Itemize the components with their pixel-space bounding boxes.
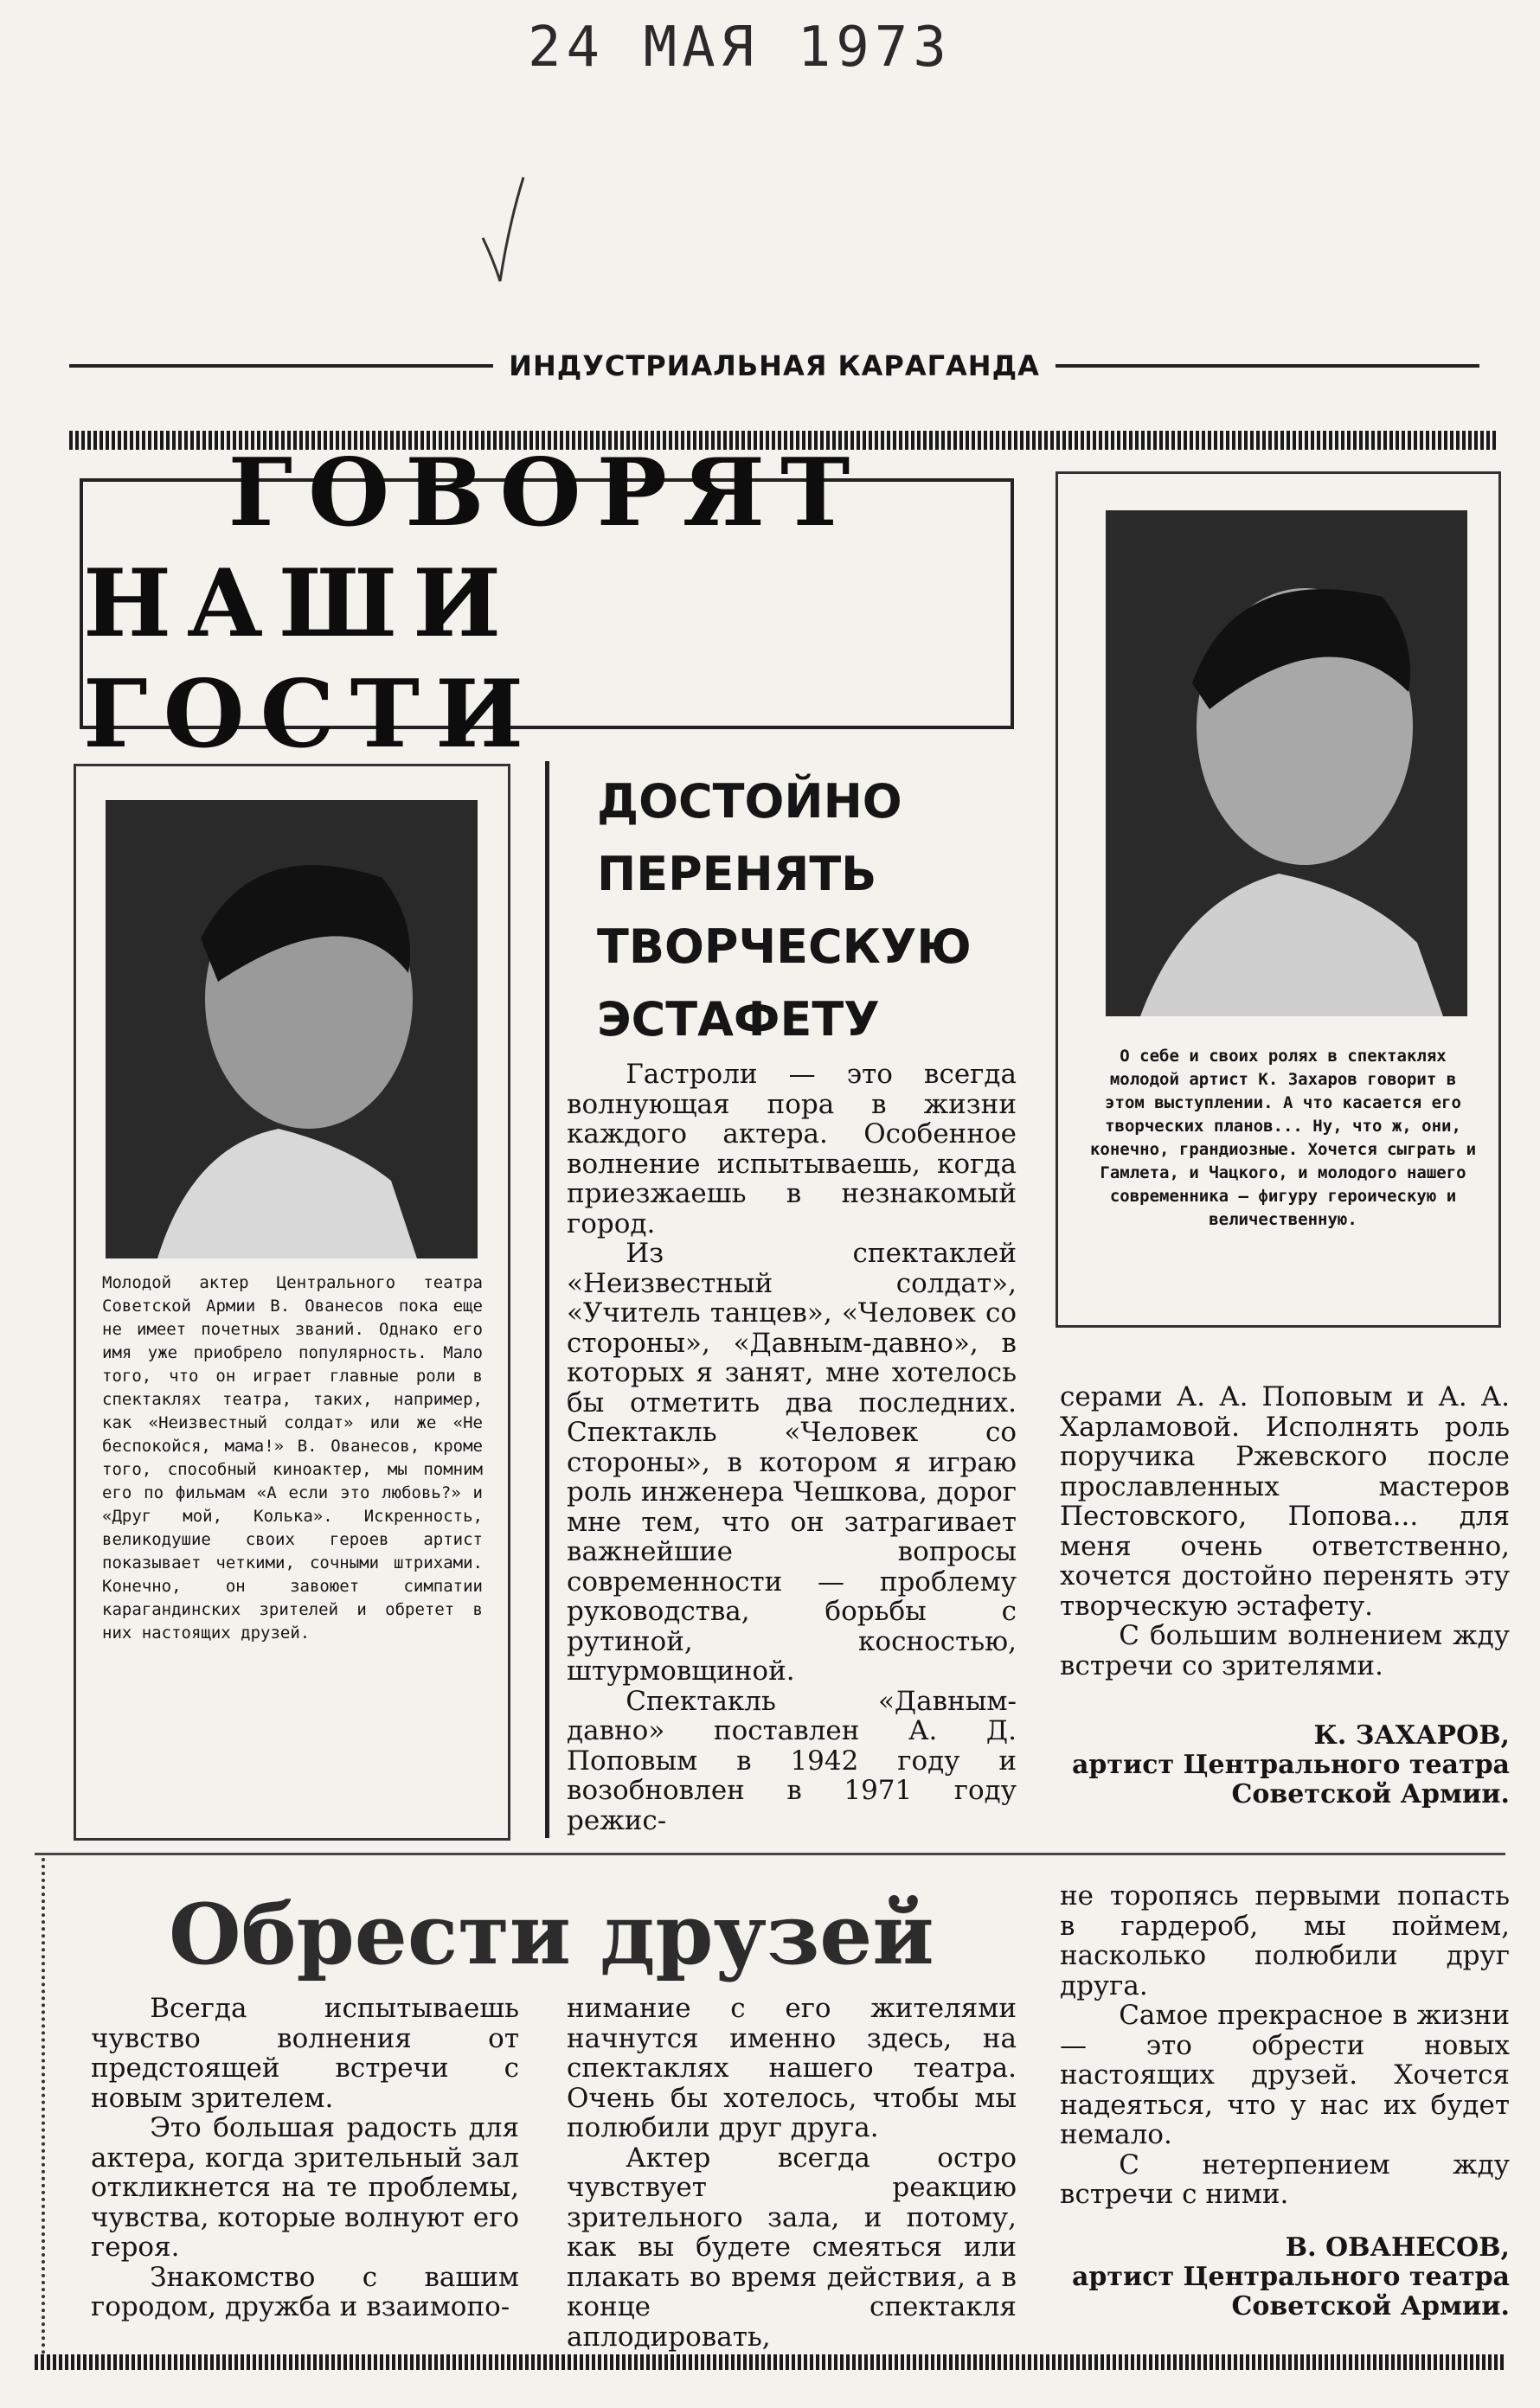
portrait-photo-ovanesov — [106, 800, 478, 1258]
paragraph: С нетерпением жду встречи с ними. — [1060, 2149, 1510, 2210]
headline-line: ПЕРЕНЯТЬ — [597, 847, 877, 901]
signature-name: В. ОВАНЕСОВ, — [1285, 2232, 1510, 2263]
article-column — [1060, 1881, 1510, 2210]
paragraph: не торопясь первыми попасть в гардероб, мы поймем, насколько полюбили друг друга. — [1060, 1880, 1510, 2001]
signature-name: К. ЗАХАРОВ, — [1313, 1720, 1510, 1751]
date-stamp: 24 МАЯ 1973 — [528, 16, 952, 80]
article-headline-estafeta — [597, 765, 1004, 1056]
article-column — [567, 1994, 1017, 2352]
paragraph: Актер всегда остро чувствует реакцию зрительного зала, и потому, как вы будете смеяться или плакать во время действия, а в конце спектакля аплодировать, — [567, 2142, 1017, 2353]
signature-ovanesov — [1060, 2233, 1510, 2322]
section-divider — [35, 1853, 1505, 1855]
newspaper-masthead — [69, 344, 1479, 387]
headline-line: ДОСТОЙНО — [597, 774, 902, 829]
hatched-divider-bottom — [35, 2354, 1505, 2370]
photo-caption-zakharov: О себе и своих ролях в спектаклях молодой артист К. Захаров говорит в этом выступлении. А что касается его творческих планов... Ну, что ж, они, конечно, грандиозные. Хочется сыграть и Гамлета, и Чацкого, и молодого нашего современника — фигуру героическую и величественную. — [1089, 1047, 1477, 1229]
paragraph: Из спектаклей «Неизвестный солдат», «Учитель танцев», «Человек со стороны», «Давным-давно», в которых я занят, мне хотелось бы отметить два последних. Спектакль «Человек со стороны», в котором я играю роль инженера Чешкова, дорог мне тем, что он затрагивает важнейшие вопросы современности — проблему руководства, борьбы с рутиной, косностью, штурмовщиной. — [567, 1238, 1017, 1687]
article-column — [567, 1060, 1017, 1835]
article-column — [91, 1994, 519, 2322]
paragraph: Это большая радость для актера, когда зрительный зал откликнется на те проблемы, чувства, которые волнуют его героя. — [91, 2112, 519, 2263]
headline-line: ТВОРЧЕСКУЮ — [597, 919, 972, 974]
article-column — [1060, 1382, 1510, 1681]
paragraph: нимание с его жителями начнутся именно здесь, на спектаклях нашего театра. Очень бы хотелось, чтобы мы полюбили друг друга. — [567, 1993, 1017, 2143]
signature-title: артист Центрального театра Советской Армии. — [1071, 1750, 1510, 1809]
dotted-border — [42, 1858, 46, 2368]
newspaper-name: ИНДУСТРИАЛЬНАЯ КАРАГАНДА — [509, 349, 1040, 382]
paragraph: Гастроли — это всегда волнующая пора в жизни каждого актера. Особенное волнение испытываешь, когда приезжаешь в незнакомый город. — [567, 1059, 1017, 1239]
paragraph: серами А. А. Поповым и А. А. Харламовой. Исполнять роль поручика Ржевского после прославленных мастеров Пестовского, Попова... для меня очень ответственно, хочется достойно перенять эту творческую эстафету. — [1060, 1381, 1510, 1622]
signature-zakharov — [1060, 1721, 1510, 1809]
photo-caption-ovanesov: Молодой актер Центрального театра Советской Армии В. Ованесов пока еще не имеет почетных званий. Однако его имя уже приобрело популярность. Мало того, что он играет главные роли в спектаклях театра, таких, например, как «Неизвестный солдат» или же «Не беспокойся, мама!» В. Ованесов, кроме того, способный киноактер, мы помним его по фильмам «А если это любовь?» и «Друг мой, Колька». Искренность, великодушие своих героев артист показывает четкими, сочными штрихами. Конечно, он завоюет симпатии карагандинских зрителей и обретет в них настоящих друзей. — [102, 1273, 483, 1643]
paragraph: Спектакль «Давным-давно» поставлен А. Д. Поповым в 1942 году и возобновлен в 1971 году режис- — [567, 1685, 1017, 1836]
signature-title: артист Центрального театра Советской Армии. — [1071, 2262, 1510, 2322]
portrait-photo-zakharov — [1106, 510, 1467, 1016]
check-mark-icon — [476, 173, 528, 285]
paragraph: Знакомство с вашим городом, дружба и взаимопо- — [91, 2261, 519, 2322]
article-headline-druzey: Обрести друзей — [169, 1886, 934, 1983]
column-rule — [545, 761, 549, 1838]
rubric-box — [80, 439, 1014, 769]
paragraph: С большим волнением жду встречи со зрителями. — [1060, 1620, 1510, 1681]
paragraph: Самое прекрасное в жизни — это обрести новых настоящих друзей. Хочется надеяться, что у нас их будет немало. — [1060, 2000, 1510, 2150]
paragraph: Всегда испытываешь чувство волнения от предстоящей встречи с новым зрителем. — [91, 1993, 519, 2114]
rubric-line-1: ГОВОРЯТ — [228, 439, 866, 548]
headline-line: ЭСТАФЕТУ — [597, 992, 880, 1047]
rubric-line-2: НАШИ ГОСТИ — [83, 549, 540, 769]
